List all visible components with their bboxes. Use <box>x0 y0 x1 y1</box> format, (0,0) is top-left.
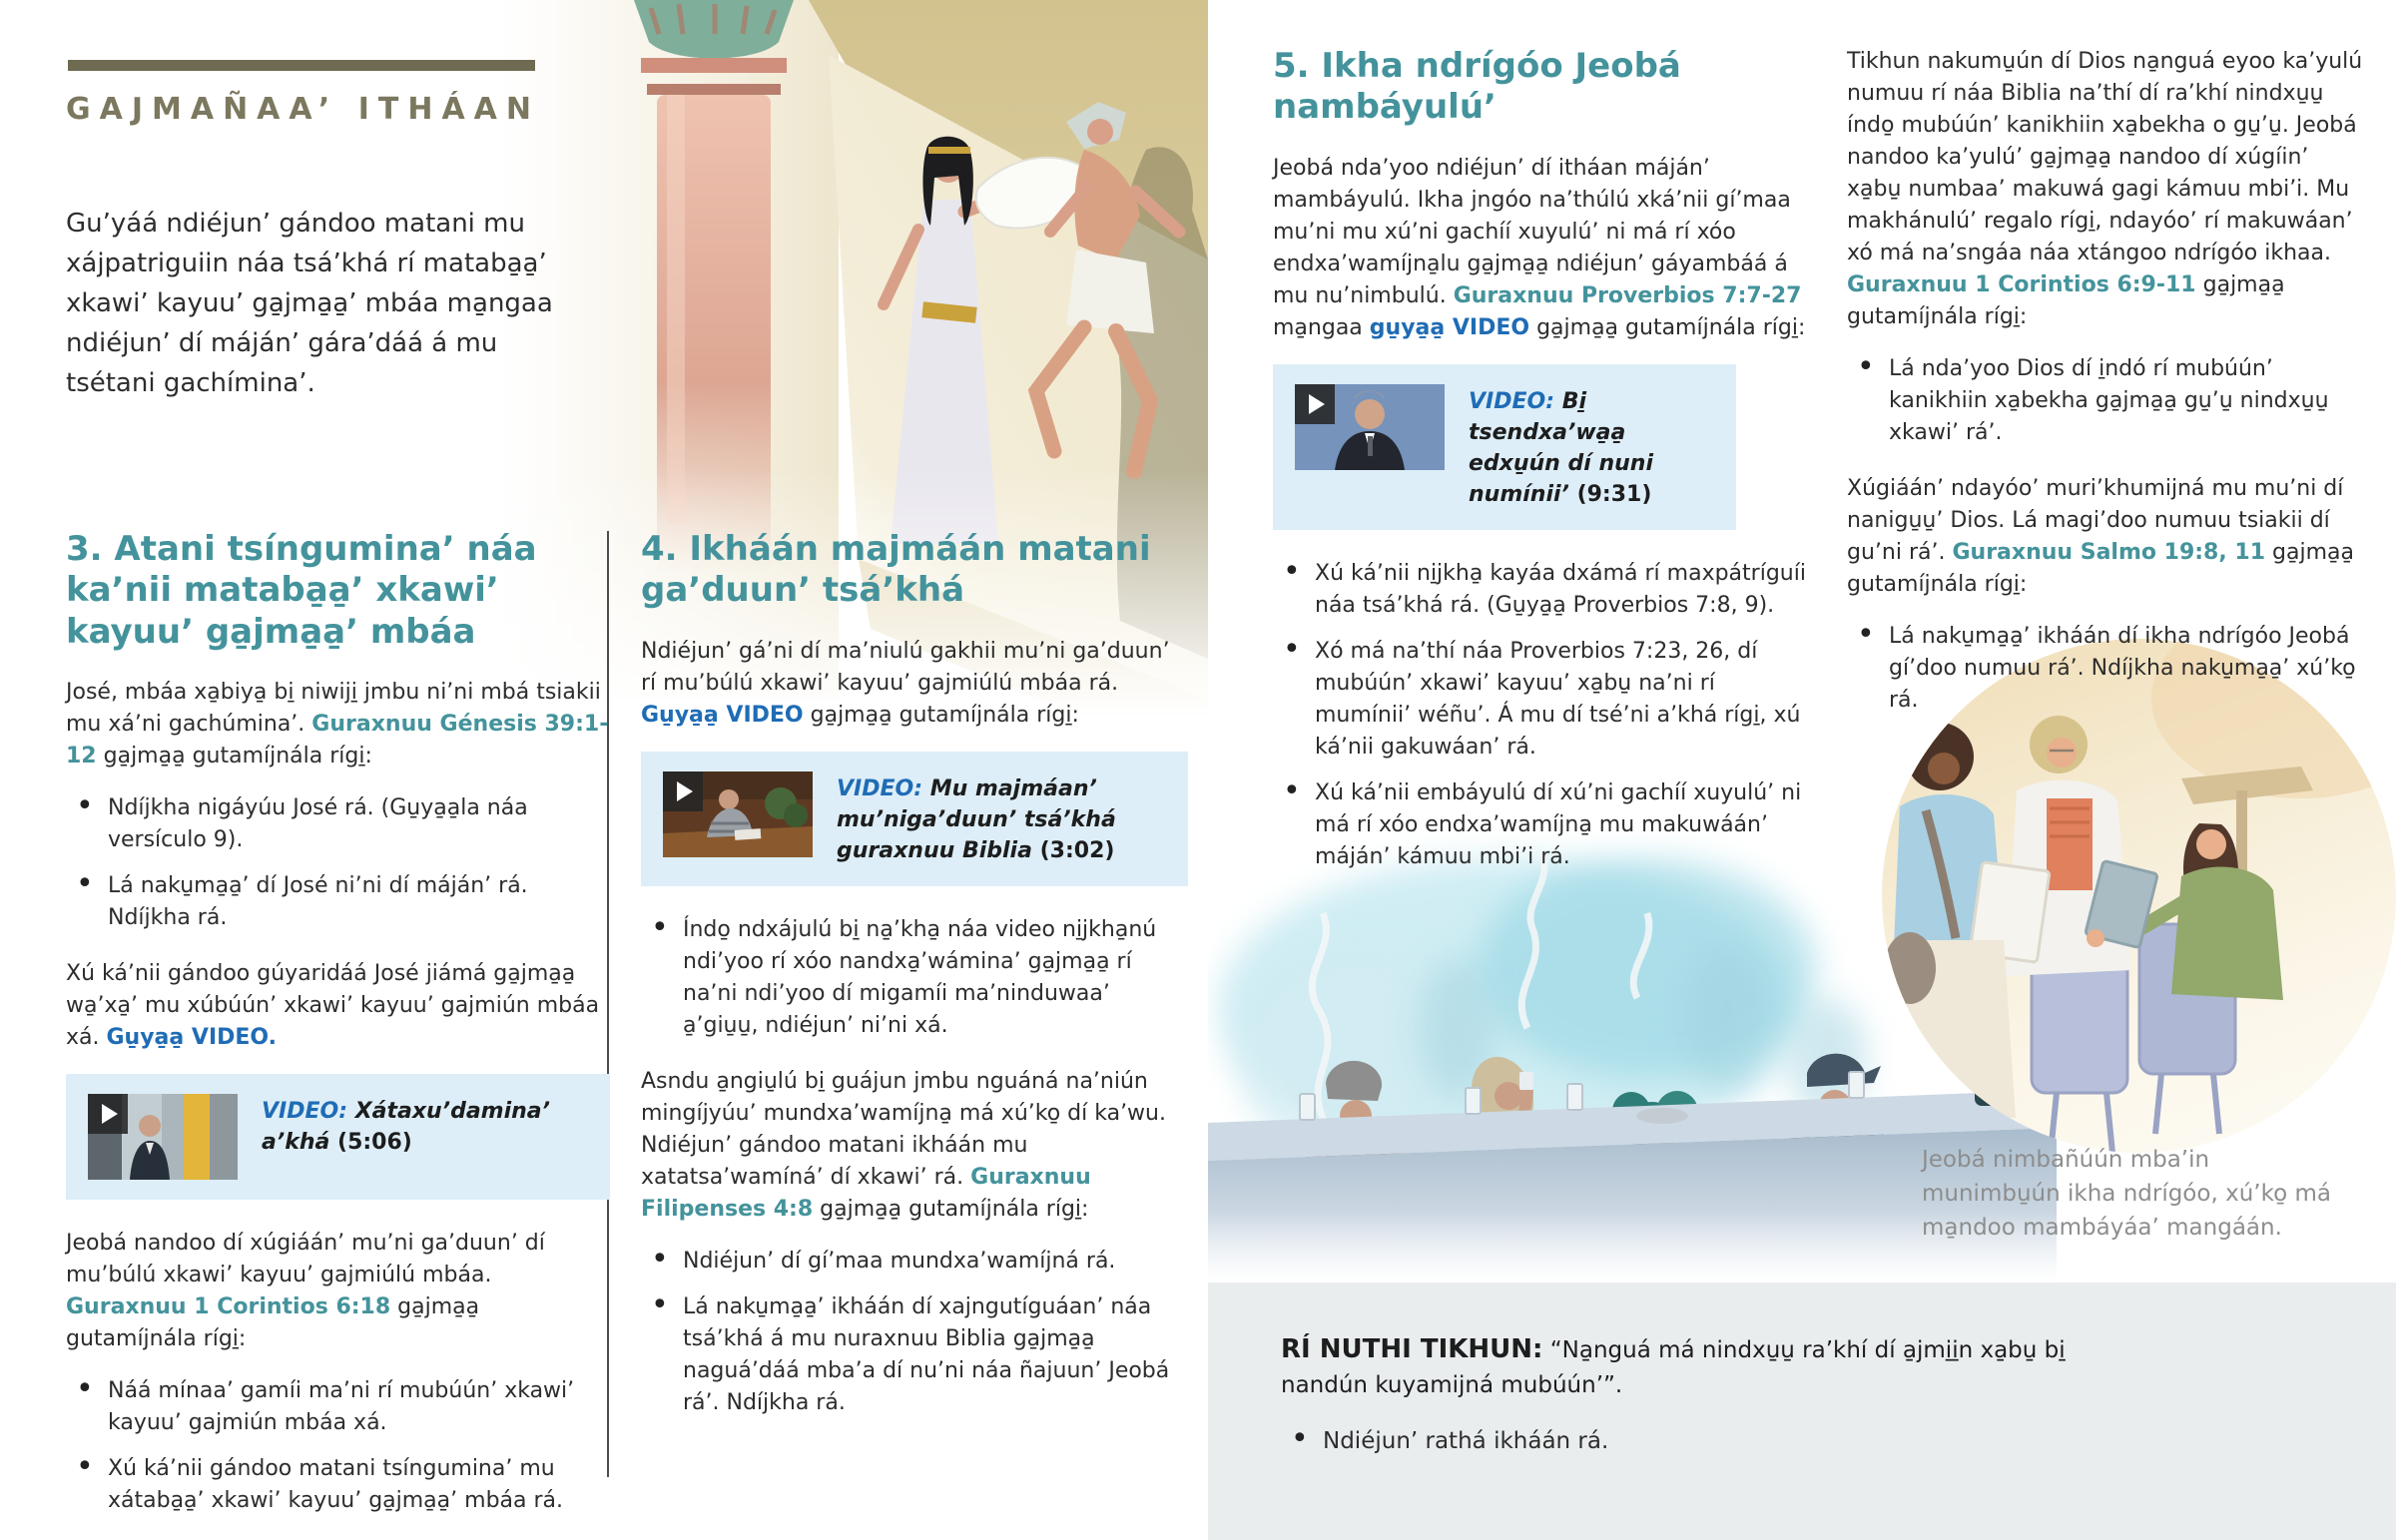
video-title: Xátaxu’damina’ a’khá <box>262 1099 550 1156</box>
text-run: José, mbáa xa̱biya̱ bi̱ niwiji̱ jmbu ni’ni mbá tsiakii mu xá’ni gachúmina’. <box>66 680 601 738</box>
list-item: • Lá naku̱ma̱a̱’ ikháán dí xajngutíguáan’ náa tsá’khá á mu nuraxnuu Biblia ga̱jma̱a̱ naguá’dáá mba’a dí nu’ni náa ñajuun’ Jeobá rá’. Ndíjkha rá. <box>641 1291 1188 1419</box>
list-item: • Ndiéjun’ rathá ikháán rá. <box>1281 1425 2080 1457</box>
question-list <box>641 1246 1188 1419</box>
list-item: • Lá naku̱ma̱a̱’ dí José ni’ni dí máján’ rá. Ndíjkha rá. <box>66 870 610 934</box>
intro-paragraph: Gu’yáá ndiéjun’ gándoo matani mu xájpatriguiin náa tsá’khá rí mataba̱a̱’ xkawi’ kayuu’ ga̱jma̱a̱’ mbáa ma̱ngaa ndiéjun’ dí máján’ gára’dáá á mu tsétani gachímina’. <box>66 209 553 398</box>
text-run: ga̱jma̱a̱ gutamíjnála rígi̱: <box>1847 272 2285 329</box>
text-run: Jeobá nandoo dí xúgiáán’ mu’ni ga’duun’ dí mu’búlú xkawi’ kayuu’ gajmiúlú mbáa. <box>66 1231 545 1288</box>
section-5-heading: 5. Ikha ndrígóo Jeobá nambáyulú’ <box>1273 46 1681 128</box>
question-list <box>1847 621 2368 717</box>
list-item: • Lá naku̱ma̱a̱’ ikháán dí ikha ndrígóo Jeobá gí’doo numuu rá’. Ndíjkha naku̱ma̱a̱’ xú’ko̱ rá. <box>1847 621 2368 717</box>
text-run: ga̱jma̱a̱ gutamíjnála rígi̱: <box>96 744 372 770</box>
list-item: • Náá mínaa’ gamíi ma’ni rí mubúún’ xkawi’ kayuu’ gajmiún mbáa xá. <box>66 1375 610 1439</box>
review-label: RÍ NUTHI TIKHUN: <box>1281 1334 1543 1364</box>
list-item: • Xú ká’nii gándoo matani tsíngumina’ mu xátaba̱a̱’ xkawi’ kayuu’ ga̱jma̱a̱’ mbáa rá. <box>66 1453 610 1517</box>
section-4 <box>641 529 1188 1443</box>
play-icon <box>88 1094 128 1134</box>
list-item: • Xú ká’nii ni̱jkha̱ kayáa dxámá rí maxpátríguíi náa tsá’khá rá. (Gu̱ya̱a̱ Proverbios 7:8, 9). <box>1273 558 1817 622</box>
video-thumbnail[interactable] <box>663 771 813 857</box>
scripture-link[interactable]: Guraxnuu Filipenses 4:8 <box>641 1164 1091 1222</box>
text-run: Xú ká’nii gándoo gúyaridáá José jiámá ga̱jma̱a̱ wa̱’xa̱’ mu xúbúún’ xkawi’ kayuu’ gajmiún mbáa xá. <box>66 961 600 1051</box>
review-line <box>1281 1332 2080 1403</box>
text-run: ma̱ngaa <box>1273 314 1370 340</box>
scripture-link[interactable]: Guraxnuu Génesis 39:1-12 <box>66 712 609 770</box>
text-run: ga̱jma̱a̱ gutamíjnála rígi̱: <box>1529 314 1806 340</box>
video-thumbnail[interactable] <box>88 1094 238 1180</box>
video-duration: (9:31) <box>1576 481 1652 507</box>
paragraph <box>1847 473 2368 601</box>
paragraph <box>641 1066 1188 1226</box>
section-5-continued <box>1847 46 2368 741</box>
illustration-caption: Jeobá nimbañúún mba’in munimbu̱ún ikha ndrígóo, xú’ko̱ má ma̱ndoo mambáyáa’ mangáán. <box>1922 1147 2331 1241</box>
question-list <box>1273 558 1817 873</box>
review-box <box>1208 1283 2396 1540</box>
video-caption <box>1469 386 1714 510</box>
list-item: • Índo̱ ndxájulú bi̱ na̱’kha̱ náa video ni̱jkha̱nú ndi’yoo rí xóo nandxa̱’wámina’ ga̱jma̱a̱ rí na’ni ndi’yoo dí migamíi ma’ninduwaa’ a̱’giu̱u̱, ndiéjun’ ni’ni xá. <box>641 914 1188 1042</box>
text-run: Ndiéjun’ gá’ni dí ma’niulú gakhii mu’ni ga’duun’ rí mu’búlú xkawi’ kayuu’ gajmiúlú mbáa rá. <box>641 638 1170 696</box>
page-right <box>1208 0 2396 1540</box>
question-list <box>641 914 1188 1042</box>
question-list <box>1847 353 2368 449</box>
section-3-heading: 3. Atani tsíngumina’ náa ka’nii mataba̱a̱’ xkawi’ kayuu’ ga̱jma̱a̱’ mbáa <box>66 529 537 652</box>
video-title: Bi̱ tsendxa’wa̱a̱ edxu̱ún dí nuni numínii’ <box>1469 388 1653 507</box>
video-box[interactable] <box>641 752 1188 886</box>
question-list <box>66 1375 610 1517</box>
paragraph <box>66 677 610 772</box>
text-run: Tikhun nakumu̱ún dí Dios na̱nguá eyoo ka’yulú numuu rí náa Biblia na’thí dí ra’khí nindxu̱u̱ índo̱ mubúún’ kanikhiin xa̱bekha o gu̱’u̱. Jeobá nandoo ka’yulú’ ga̱jma̱a̱ nandoo dí xúgíin’ xa̱bu̱ numbaa’ makuwá gagi kámuu mbi’i. Mu makhánulú’ regalo rígi̱, ndayóo’ rí makuwáan’ xó má na’sngáa náa xtángoo ndrígóo ikhaa. <box>1847 49 2363 265</box>
title-rule <box>68 60 535 71</box>
video-link[interactable]: Gu̱ya̱a̱ VIDEO. <box>106 1025 277 1051</box>
scripture-link[interactable]: Guraxnuu Proverbios 7:7-27 <box>1453 282 1802 308</box>
text-run: Xúgiáán’ ndayóo’ muri’khumijná mu mu’ni dí nanigu̱u̱’ Dios. Lá magi’doo numuu tsiakii dí gu’ni rá’. <box>1847 476 2344 565</box>
video-caption <box>837 773 1166 866</box>
video-link[interactable]: Gu̱ya̱a̱ VIDEO <box>641 702 804 728</box>
section-5 <box>1273 46 1817 897</box>
video-label: VIDEO: <box>1469 388 1555 414</box>
video-caption <box>262 1096 588 1158</box>
video-box[interactable] <box>66 1074 610 1200</box>
paragraph <box>66 958 610 1054</box>
paragraph <box>66 1228 610 1355</box>
scripture-link[interactable]: Guraxnuu Salmo 19:8, 11 <box>1952 540 2266 565</box>
scripture-link[interactable]: Guraxnuu 1 Corintios 6:9-11 <box>1847 272 2196 297</box>
list-item: • Ndiéjun’ dí gí’maa mundxa’wamíjná rá. <box>641 1246 1188 1278</box>
list-item: • Ndíjkha nigáyúu José rá. (Gu̱ya̱a̱la náa versículo 9). <box>66 792 610 856</box>
page-title: GAJMAÑAA’ ITHÁAN <box>66 92 540 127</box>
list-item: • Xú ká’nii embáyulú dí xú’ni gachíí xuyulú’ ni má rí xóo endxa’wamíjna̱ mu makuwáán’ máján’ kámuu mbi’i rá. <box>1273 777 1817 873</box>
list-item: • Xó má na’thí náa Proverbios 7:23, 26, dí mubúún’ xkawi’ kayuu’ xa̱bu̱ na’ni rí mumínii’ wéñu’. Á mu dí tsé’ni a’khá rígi̱, xú ká’nii gakuwáan’ rá. <box>1273 636 1817 764</box>
paragraph <box>641 636 1188 732</box>
paragraph <box>1847 46 2368 333</box>
video-box[interactable] <box>1273 364 1736 530</box>
text-run: ga̱jma̱a̱ gutamíjnála rígi̱: <box>803 702 1079 728</box>
video-title: Mu majmáan’ mu’niga’duun’ tsá’khá guraxnuu Biblia <box>837 775 1116 863</box>
section-4-heading: 4. Ikháán majmáán matani ga’duun’ tsá’khá <box>641 529 1151 611</box>
review-list <box>1281 1425 2080 1457</box>
video-duration: (5:06) <box>337 1130 412 1156</box>
text-run: Asndu a̱ngiu̱lú bi̱ guájun jmbu nguáná na’niún mingíjyúu’ mundxa’wamíjna̱ má xú’ko̱ dí ka’wu. Ndiéjun’ gándoo matani ikháán mu xatatsa’wamíná’ dí xkawi’ rá. <box>641 1068 1166 1190</box>
paragraph <box>1273 153 1817 344</box>
scripture-link[interactable]: Guraxnuu 1 Corintios 6:18 <box>66 1294 391 1320</box>
video-link[interactable]: gu̱ya̱a̱ VIDEO <box>1369 314 1530 340</box>
review-quote: “Na̱nguá má nindxu̱u̱ ra’khí dí a̱jmi̱i̱n xa̱bu̱ bi̱ nandún kuyamijná mubúún’”. <box>1281 1337 2066 1398</box>
question-list <box>66 792 610 934</box>
text-run: ga̱jma̱a̱ gutamíjnála rígi̱: <box>66 1294 480 1352</box>
play-icon <box>663 771 703 811</box>
video-label: VIDEO: <box>837 775 923 801</box>
section-3 <box>66 529 610 1540</box>
text-run: ga̱jma̱a̱ gutamíjnála rígi̱: <box>813 1196 1089 1222</box>
play-icon <box>1295 384 1335 424</box>
video-label: VIDEO: <box>262 1099 348 1125</box>
text-run: Jeobá nda’yoo ndiéjun’ dí itháan máján’ mambáyulú. Ikha jngóo na’thúlú xká’nii gí’maa mu’ni mu xú’ni gachíí xuyulú’ ni má rí xóo endxa’wamíjna̱lu ga̱jma̱a̱ ndiéjun’ gáyambáá á mu nu’nimbulú. <box>1273 155 1791 308</box>
video-duration: (3:02) <box>1039 837 1115 863</box>
list-item: • Lá nda’yoo Dios dí i̱ndó rí mubúún’ kanikhiin xa̱bekha ga̱jma̱a̱ gu̱’u̱ nindxu̱u̱ xkawi’ rá’. <box>1847 353 2368 449</box>
text-run: ga̱jma̱a̱ gutamíjnála rígi̱: <box>1847 540 2354 597</box>
video-thumbnail[interactable] <box>1295 384 1445 470</box>
